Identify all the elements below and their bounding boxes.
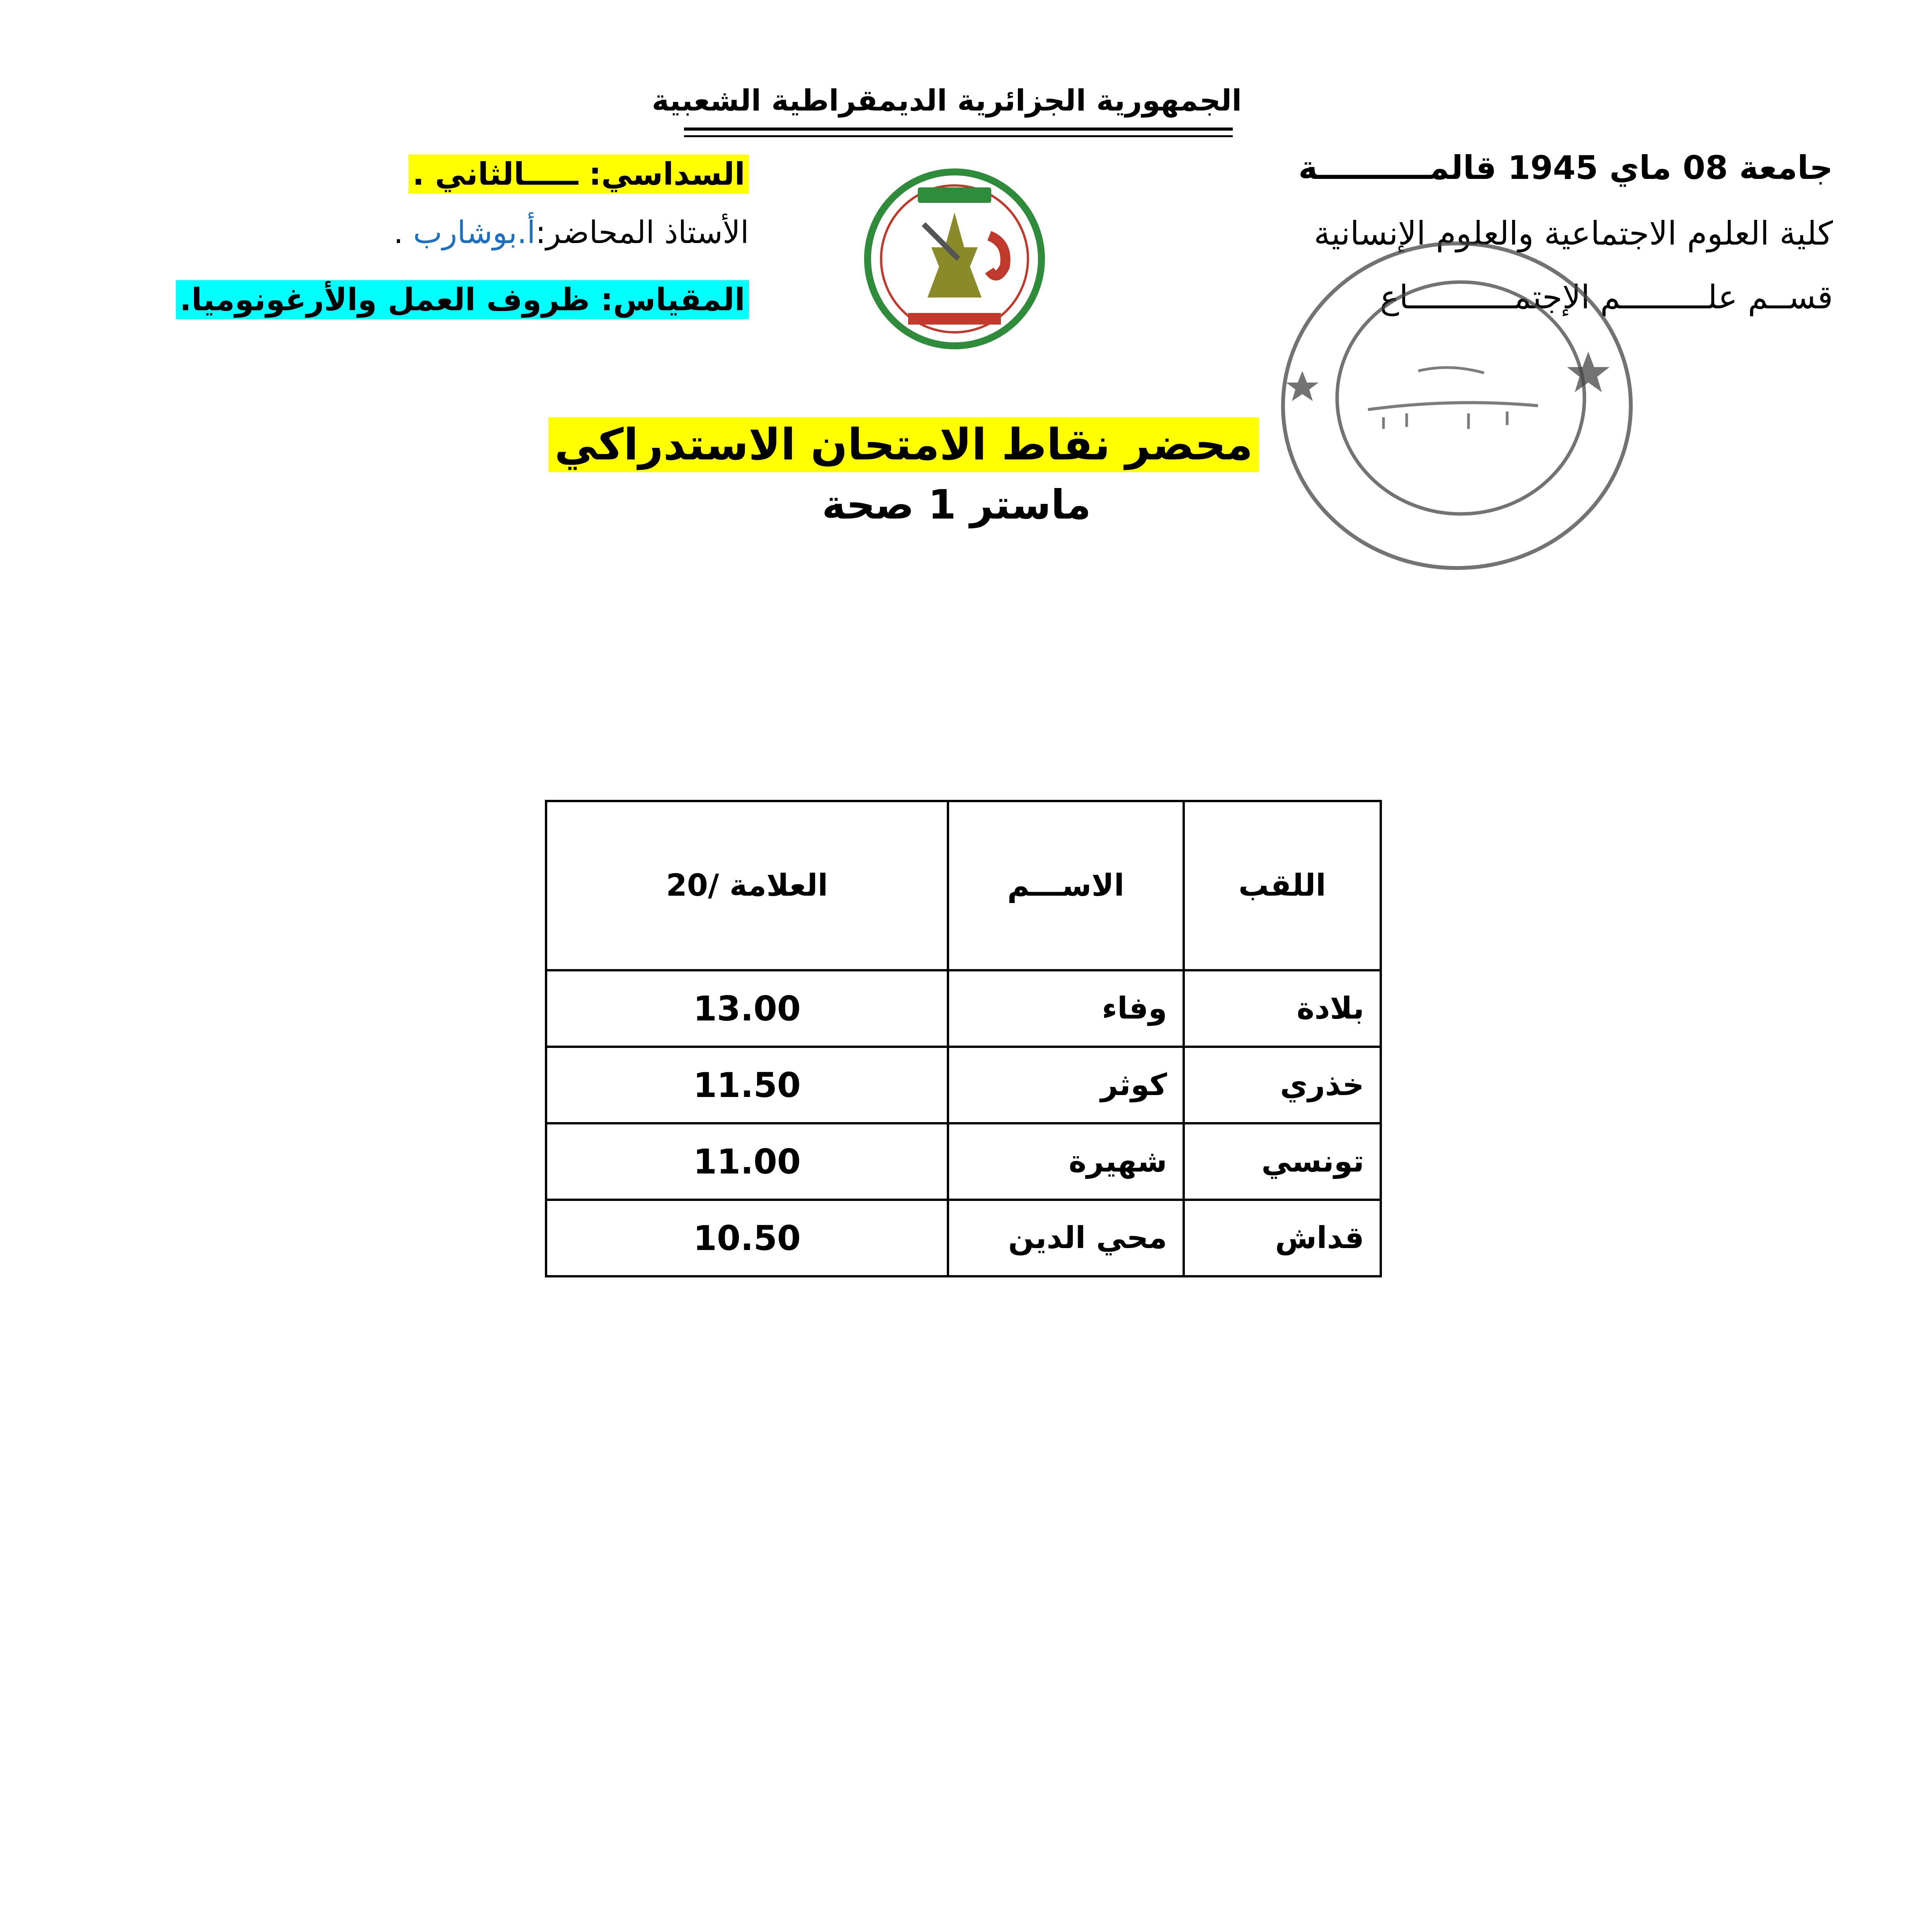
table-row [546,1200,1381,1276]
header-grade: العلامة /20 [546,801,948,970]
header-firstname: الاســـم [948,801,1184,970]
lecturer-label: الأستاذ المحاضر: [535,214,749,250]
cell-grade: 11.50 [546,1047,948,1123]
republic-underline-2 [684,135,1233,137]
page-title: محضر نقاط الامتحان الاستدراكي [548,417,1259,472]
header-surname: اللقب [1184,801,1381,970]
republic-underline [684,128,1233,131]
lecturer-name: أ.بوشارب [413,214,536,250]
module-label: المقياس: ظروف العمل والأرغونوميا. [176,280,749,319]
lecturer-line [393,214,749,250]
table-row [546,970,1381,1047]
grades-table [545,800,1382,1277]
semester-label: السداسي: ـــــالثاني . [408,155,749,194]
table-row [546,1123,1381,1200]
cell-grade: 11.00 [546,1123,948,1200]
department-stamp [1268,224,1639,580]
cell-firstname: محي الدين [948,1200,1184,1276]
table-header-row [546,801,1381,970]
republic-title: الجمهورية الجزائرية الديمقراطية الشعبية [652,83,1242,117]
cell-firstname: وفاء [948,970,1184,1047]
cell-surname: خذري [1184,1047,1381,1123]
university-logo [862,166,1047,352]
department-name: قســم علـــــــــم الإجتمـــــــــــاع [1380,278,1833,316]
cell-surname: تونسي [1184,1123,1381,1200]
cell-grade: 10.50 [546,1200,948,1276]
cell-surname: قداش [1184,1200,1381,1276]
university-name: جامعة 08 ماي 1945 قالمــــــــــة [1298,149,1833,187]
table-row [546,1047,1381,1123]
faculty-name: كلية العلوم الاجتماعية والعلوم الإنسانية [1314,214,1833,252]
cell-surname: بلادة [1184,970,1381,1047]
cell-grade: 13.00 [546,970,948,1047]
lecturer-suffix: . [393,214,413,250]
cell-firstname: كوثر [948,1047,1184,1123]
cell-firstname: شهيرة [948,1123,1184,1200]
page-subtitle: ماستر 1 صحة [822,481,1091,528]
